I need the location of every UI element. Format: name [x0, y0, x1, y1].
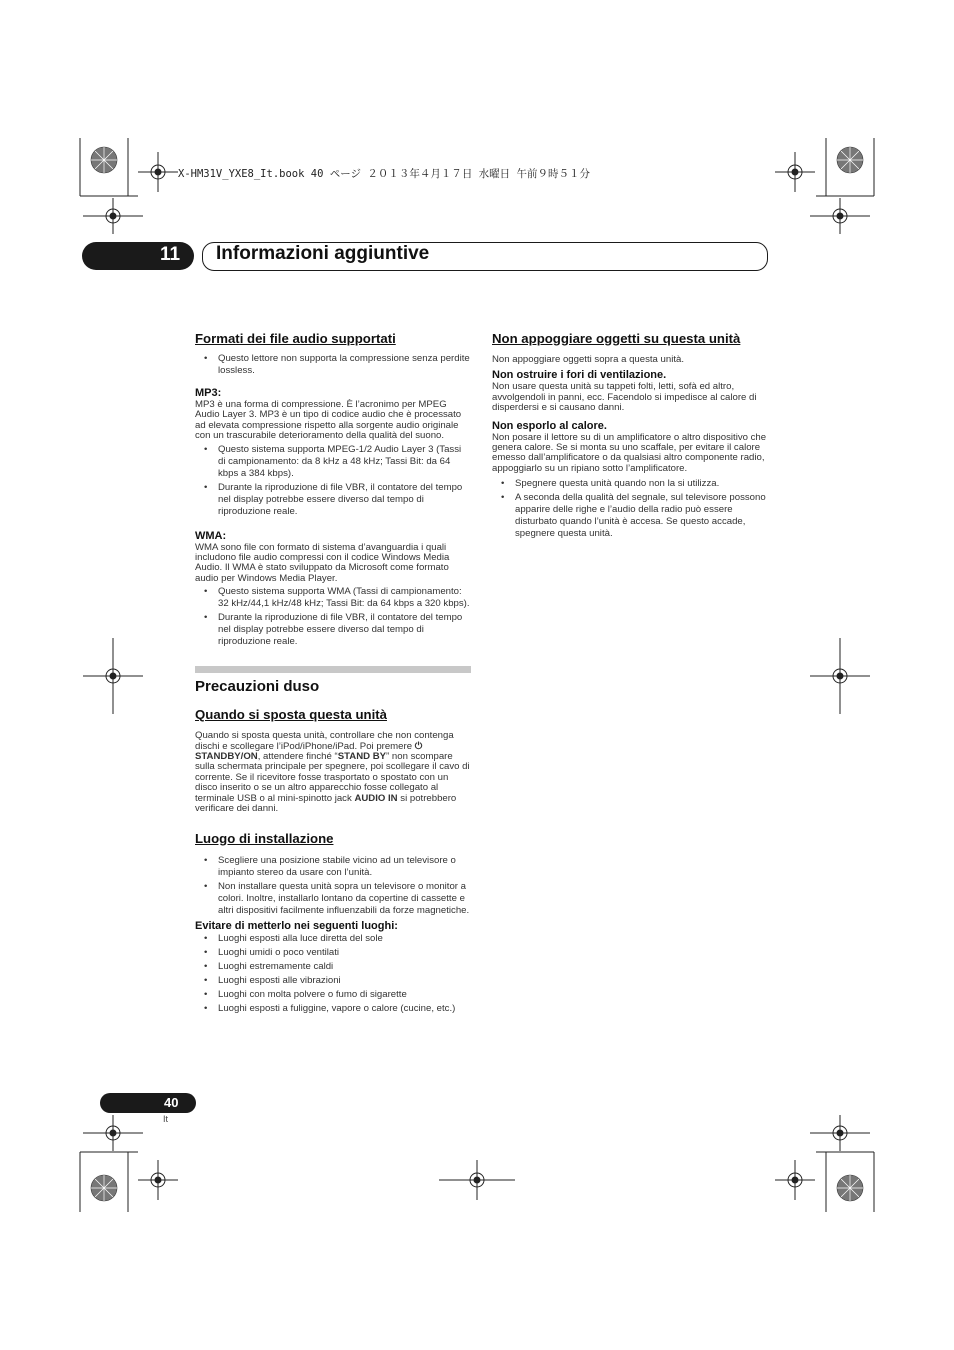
mp3-bullet-1: • Questo sistema supporta MPEG-1/2 Audio Layer 3 (Tassi di campionamento: da 8 kHz a 48 kHz; Tassi Bit: da 64 kbps a 384 kbps).: [195, 444, 471, 480]
formats-intro-bullet: • Questo lettore non supporta la compressione senza perdite lossless.: [195, 353, 471, 377]
avoid-item: • Luoghi esposti a fuliggine, vapore o calore (cucine, etc.): [195, 1003, 471, 1015]
standby-on-label: STANDBY/ON: [195, 751, 258, 763]
moving-text: Quando si sposta questa unità, controllare che non contenga dischi e scollegare l’iPod/iPhone/iPad. Poi premere ⏻ STANDBY/ON, attendere finché “STAND BY” non scompare sulla schermata principale per spegnere, poi scollegare il cavo di corrente. Se il ricevitore fosse trasportato o spostato con un disco inserito o se un altro apparecchio fosse collegato al terminale USB o al mini-spinotto jack AUDIO IN si potrebbero verificare dei danni.: [195, 730, 470, 815]
heat-heading: Non esporlo al calore.: [492, 419, 607, 432]
left-column: [195, 331, 471, 1017]
power-icon: ⏻: [414, 740, 423, 752]
wma-bullet-2: • Durante la riproduzione di file VBR, il contatore del tempo nel display potrebbe essere diverso dal tempo di riproduzione reale.: [195, 612, 471, 648]
avoid-item: • Luoghi umidi o poco ventilati: [195, 947, 471, 959]
location-bullet-1: • Scegliere una posizione stabile vicino ad un televisore o impianto stereo da usare con l’unità.: [195, 855, 471, 879]
audio-in-label: AUDIO IN: [354, 792, 398, 804]
mp3-bullet-2: • Durante la riproduzione di file VBR, il contatore del tempo nel display potrebbe essere diverso dal tempo di riproduzione reale.: [195, 482, 471, 518]
page-number: 40: [164, 1095, 179, 1110]
right-column: [492, 331, 768, 542]
moving-heading: Quando si sposta questa unità: [195, 707, 387, 723]
mp3-label: MP3:: [195, 387, 222, 399]
precautions-heading: Precauzioni duso: [195, 678, 320, 696]
stand-by-label: STAND BY: [337, 751, 387, 763]
formats-heading: Formati dei file audio supportati: [195, 331, 396, 346]
chapter-title: Informazioni aggiuntive: [216, 243, 430, 264]
objects-bullet-1: • Spegnere questa unità quando non la si utilizza.: [492, 478, 768, 490]
avoid-item: • Luoghi esposti alla luce diretta del sole: [195, 933, 471, 945]
avoid-item: • Luoghi esposti alle vibrazioni: [195, 975, 471, 987]
heat-text: Non posare il lettore su di un amplificatore o altro dispositivo che genera calore. Se si monta su uno scaffale, per evitare il calore emesso dall’amplificatore o da qualsiasi altro componente radio, appoggiarlo su un ripiano sotto l’amplificatore.: [492, 431, 767, 474]
location-heading: Luogo di installazione: [195, 830, 334, 846]
objects-text: Non appoggiare oggetti sopra a questa unità.: [492, 354, 685, 365]
section-divider-bar: [195, 666, 471, 673]
wma-bullet-1: • Questo sistema supporta WMA (Tassi di campionamento: 32 kHz/44,1 kHz/48 kHz; Tassi Bit: da 64 kbps a 320 kbps).: [195, 586, 471, 610]
vent-text: Non usare questa unità su tappeti folti, letti, sofà ed altro, avvolgendoli in panni, ecc. Facendolo si impedisce al calore di disperdersi e si causano danni.: [492, 381, 757, 414]
location-bullet-2: • Non installare questa unità sopra un televisore o monitor a colori. Inoltre, installarlo lontano da copertine di cassette e altri dispositivi facilmente influenzabili da forze magnetiche.: [195, 881, 471, 917]
objects-heading: Non appoggiare oggetti su questa unità: [492, 331, 741, 346]
mp3-text: MP3 è una forma di compressione. È l’acronimo per MPEG Audio Layer 3. MP3 è un tipo di codice audio che è processato ad elevata compressione rispetto alla sorgente audio originale con un trascurabile deterioramento della qualità del suono.: [195, 399, 462, 442]
wma-label: WMA:: [195, 529, 227, 542]
page-number-badge: [100, 1093, 196, 1113]
avoid-item: • Luoghi estremamente caldi: [195, 961, 471, 973]
page-language: It: [163, 1114, 169, 1124]
wma-text: WMA sono file con formato di sistema d’avanguardia i quali includono file audio compressi con il codice Windows Media Audio. Il WMA è stato sviluppato da Microsoft come formato audio per Windows Media Player.: [195, 541, 450, 584]
avoid-heading: Evitare di metterlo nei seguenti luoghi:: [195, 919, 398, 932]
avoid-item: • Luoghi con molta polvere o fumo di sigarette: [195, 989, 471, 1001]
objects-bullet-2: • A seconda della qualità del segnale, sul televisore possono apparire delle righe e l’audio della radio può essere disturbato quando l’unità è accesa. Se questo accade, spegnere questa unità.: [492, 492, 768, 540]
vent-heading: Non ostruire i fori di ventilazione.: [492, 369, 667, 382]
print-header: X-HM31V_YXE8_It.book 40 ページ ２０１３年４月１７日 水曜日 午前９時５１分: [178, 168, 590, 180]
chapter-number: 11: [160, 244, 181, 265]
